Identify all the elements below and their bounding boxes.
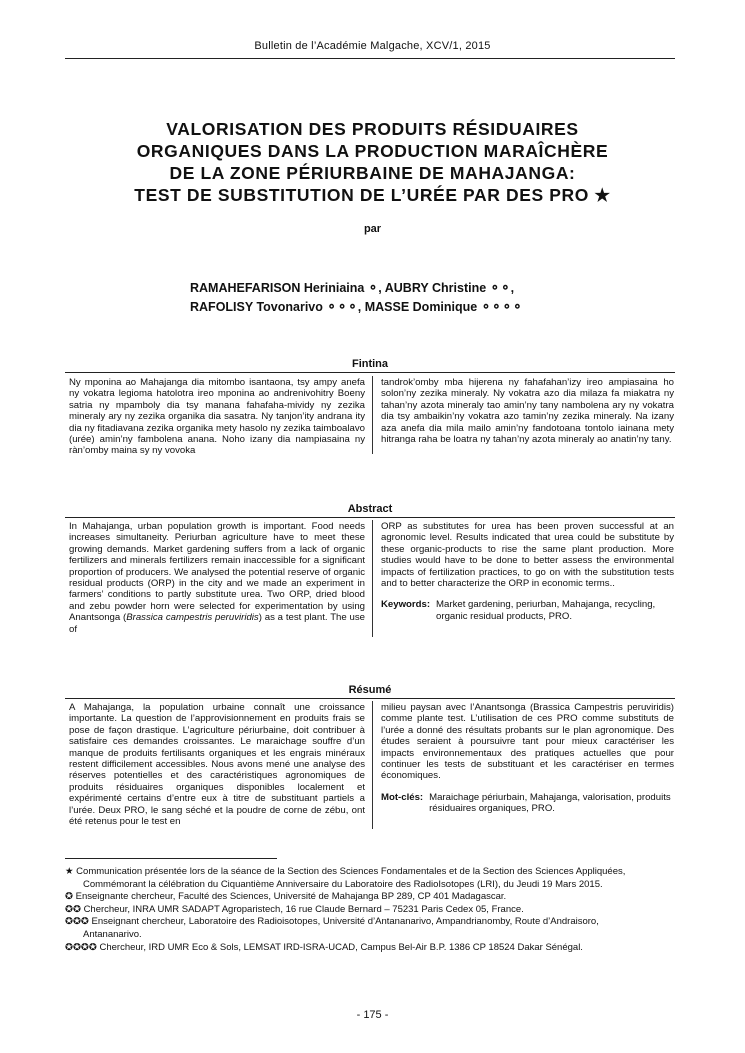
footnotes — [65, 866, 680, 954]
footnote-continuation: Commémorant la célébration du Ciquantième Anniversaire du Laboratoire des RadioIsotopes (LRI), du Jeudi 19 Mars 2015. — [83, 878, 603, 890]
footnote — [65, 866, 680, 879]
abstract-keywords — [381, 599, 674, 622]
title-line: TEST DE SUBSTITUTION DE L’URÉE PAR DES PRO ★ — [134, 185, 611, 205]
fintina-left-text: Ny mponina ao Mahajanga dia mitombo isantaona, tsy ampy anefa ny vokatra legioma hatolotra ireo mponina ao andrenivohitry Boeny satria ny mpamboly dia tsy manana fahafaha-mividy ny zezika mineraly ary ny zezika organika dia sasatra. Ny tanjon’ity andrana ity dia ny fitadiavana zezika organika mety hasolo ny zezika taimboalavo (urée) amin’ny fambolena anana. Noho izany dia nampiasaina ny ràn’omby maina sy ny vovoka — [69, 377, 365, 457]
title-line: DE LA ZONE PÉRIURBAINE DE MAHAJANGA: — [169, 163, 576, 183]
column-divider — [372, 376, 373, 454]
footnote — [65, 916, 680, 929]
affiliation-marker-icon: ✪✪✪✪ — [65, 941, 97, 953]
abstract-right-column — [381, 521, 674, 622]
title-line: VALORISATION DES PRODUITS RÉSIDUAIRES — [166, 119, 579, 139]
motcles-text: Maraichage périurbain, Mahajanga, valorisation, produits résiduaires organiques, PRO. — [429, 791, 671, 815]
header-rule — [65, 58, 675, 59]
star-icon: ★ — [65, 866, 74, 877]
footnote-text: Chercheur, INRA UMR SADAPT Agroparistech, 16 rue Claude Bernard – 75231 Paris Cedex 05, France. — [83, 903, 524, 915]
abstract-species: Brassica campestris peruviridis — [126, 612, 259, 624]
fintina-right-text: tandrok’omby mba hijerena ny fahafahan’izy ireo ampiasaina ho solon’ny zezika mineraly. Ny vokatra azo dia milaza fa miakatra ny tahan’ny azota mineraly tao amin’ny tany nambolena ary ny vokatra dia tsy ambaikin’ny vokatra azo tamin’ny zezika mineraly. Na izany aza anefa dia mila mailo amin’ny fandotoana tontolo iainana mety hitranga raha be loatra ny tahan’ny azota mineraly ao anatin’ny tany. — [381, 377, 674, 446]
affiliation-marker-icon: ✪✪ — [65, 903, 81, 915]
keywords-label: Keywords: — [381, 599, 431, 611]
abstract-rule — [65, 517, 675, 518]
page-number: - 175 - — [356, 1009, 389, 1021]
column-divider — [372, 520, 373, 637]
resume-left-column — [69, 702, 365, 827]
author-line: RAMAHEFARISON Heriniaina ⚬, AUBRY Christine ⚬⚬, — [190, 281, 515, 295]
fintina-left-column — [69, 377, 365, 457]
motcles-label: Mot-clés: — [381, 791, 424, 803]
resume-right-text: milieu paysan avec l’Anantsonga (Brassica Campestris peruviridis) comme plante test. L’utilisation de ces PRO comme substituts de l’urée a donné des résultats probants sur le plan agronomique. Des études seraient à poursuivre tant pour mieux caractériser les impacts environnementaux des pratiques actuelles que pour continuer les tests de substituant et les caractériser en termes économiques. — [381, 702, 674, 782]
abstract-left-b: ) as a test plant. The use of — [69, 612, 366, 635]
title-line: ORGANIQUES DANS LA PRODUCTION MARAÎCHÈRE — [136, 141, 609, 161]
abstract-title: Abstract — [347, 503, 393, 515]
resume-rule — [65, 698, 675, 699]
affiliation-marker-icon: ✪ — [65, 891, 73, 903]
authors — [190, 279, 610, 317]
abstract-left-text — [69, 521, 365, 635]
author-line: RAFOLISY Tovonarivo ⚬⚬⚬, MASSE Dominique ⚬⚬⚬⚬ — [190, 300, 523, 314]
journal-header: Bulletin de l’Académie Malgache, XCV/1, 2015 — [254, 40, 491, 52]
footnote — [65, 942, 680, 955]
footnote-text: Communication présentée lors de la séance de la Section des Sciences Fondamentales et de la Section des Sciences Appliquées, — [76, 866, 626, 877]
resume-keywords — [381, 792, 674, 815]
footnote — [65, 904, 680, 917]
abstract-right-text: ORP as substitutes for urea has been proven successful at an agronomic level. Results indicated that urea could be substitute by these organic-products to rise the same plant production. More studies would have to be done to better assess the environmental impacts of fertilization practices, to go on with the substitution tests and to better characterize the ORP in economic terms.. — [381, 521, 674, 590]
column-divider — [372, 701, 373, 829]
footnote-text: Enseignante chercheur, Faculté des Sciences, Université de Mahajanga BP 289, CP 401 Madagascar. — [75, 891, 507, 903]
fintina-right-column — [381, 377, 674, 445]
footnote-text: Chercheur, IRD UMR Eco & Sols, LEMSAT IRD-ISRA-UCAD, Campus Bel-Air B.P. 1386 CP 18524 Dakar Sénégal. — [99, 941, 583, 953]
abstract-left-column — [69, 521, 365, 635]
fintina-title: Fintina — [351, 358, 389, 370]
par-label: par — [363, 223, 382, 235]
footnote-text: Enseignant chercheur, Laboratoire des Radioisotopes, Université d’Antananarivo, Ampandrianomby, Route d’Andraisoro, — [91, 916, 599, 928]
resume-right-column — [381, 702, 674, 815]
resume-title: Résumé — [348, 684, 392, 696]
resume-left-text: A Mahajanga, la population urbaine connaît une croissance importante. La question de l’approvisionnement en produits frais se pose de façon drastique. L’agriculture périurbaine, doit contribuer à satisfaire ces demandes croissantes. Le maraichage souffre d’un manque de produits fertilisants organiques et les engrais minéraux restent difficilement accessibles. Nous avons mené une analyse des réserves potentielles et des caractéristiques agronomiques de produits résiduaires organiques disponibles localement et expérimenté certains d’entre eux à titre de substituant partiels a l’urée. Deux PRO, le sang séché et la poudre de corne de zébu, ont été retenus pour le test en — [69, 702, 365, 828]
footnote-rule — [65, 858, 277, 859]
fintina-rule — [65, 372, 675, 373]
abstract-left-a: In Mahajanga, urban population growth is important. Food needs increases simultaneity. Periurban agriculture have to meet these growing demands. Market gardening suffers from a lack of organic fertilizers and minerals fertilizers remain inaccessible for a significant proportion of producers. We analysed the potential reserve of organic residual products (ORP) in the city and we made an experiment in farmers’ conditions to partly substitute urea. Two ORP, dried blood and zebu powder horn were selected for experimentation by using Anantsonga ( — [69, 521, 365, 624]
article-title — [80, 118, 665, 206]
footnote — [65, 891, 680, 904]
keywords-text: Market gardening, periurban, Mahajanga, recycling, organic residual products, PRO. — [436, 599, 656, 622]
affiliation-marker-icon: ✪✪✪ — [65, 916, 89, 928]
footnote-continuation: Antananarivo. — [83, 928, 142, 940]
